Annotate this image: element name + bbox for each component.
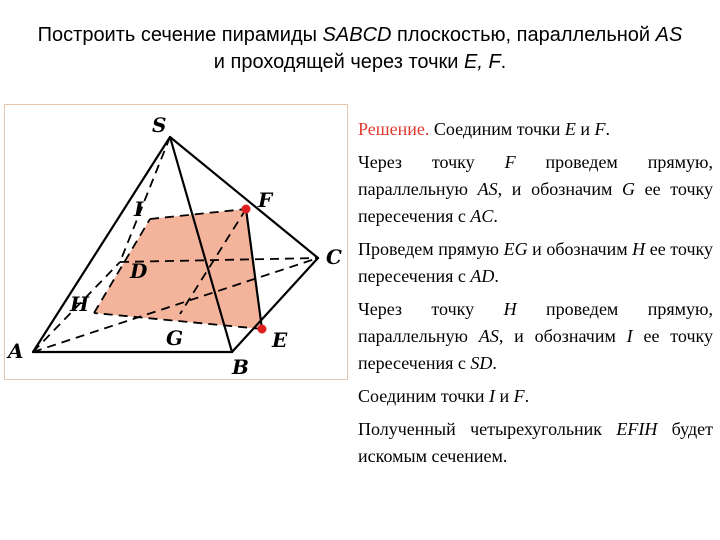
solution-text-run: и xyxy=(495,386,514,406)
label-g: G xyxy=(166,326,184,350)
solution-text-run: и обозначим xyxy=(527,239,633,259)
solution-step-4 xyxy=(358,296,713,377)
solution-point: EFIH xyxy=(616,419,658,439)
solution-point: H xyxy=(632,239,646,259)
pyramid-figure xyxy=(0,0,360,400)
solution-text-run: и xyxy=(575,119,595,139)
solution-text xyxy=(358,116,713,476)
label-s: S xyxy=(152,113,167,137)
solution-point: F xyxy=(504,152,516,172)
point-f xyxy=(242,205,251,214)
solution-point: AS xyxy=(478,326,499,346)
solution-point: SD xyxy=(470,353,493,373)
solution-point: AD xyxy=(470,266,495,286)
title-points: E, F xyxy=(463,51,501,73)
label-d: D xyxy=(130,259,148,283)
solution-point: I xyxy=(489,386,496,406)
solution-point: AS xyxy=(477,179,498,199)
solution-text-run: . xyxy=(492,353,497,373)
title-text: плоскостью, параллельной xyxy=(391,24,656,46)
label-c: C xyxy=(326,245,342,269)
solution-text-run: ее точку пересечения с xyxy=(358,239,713,286)
solution-text-run: проведем прямую, параллельную xyxy=(358,299,713,346)
label-e: E xyxy=(272,328,288,352)
solution-step-1 xyxy=(358,116,713,143)
solution-text-run: Проведем прямую xyxy=(358,239,504,259)
solution-heading: Решение. xyxy=(358,119,430,139)
label-b: B xyxy=(232,355,249,379)
solution-point: F xyxy=(594,119,606,139)
solution-point: AC xyxy=(470,206,494,226)
solution-step-5 xyxy=(358,383,713,410)
solution-text-run: Через точку xyxy=(358,152,505,172)
solution-text-run: . xyxy=(493,206,498,226)
solution-text-run: будет искомым сечением. xyxy=(358,419,713,466)
solution-point: I xyxy=(626,326,633,346)
title-edge-name: AS xyxy=(655,24,683,46)
label-i: I xyxy=(134,197,144,221)
label-h: H xyxy=(70,292,89,316)
point-e xyxy=(258,325,267,334)
solution-point: H xyxy=(503,299,517,319)
solution-text-run: . xyxy=(524,386,530,406)
title-pyramid-name: SABCD xyxy=(322,24,392,46)
solution-step-3 xyxy=(358,236,713,290)
solution-point: F xyxy=(513,386,525,406)
solution-step-6 xyxy=(358,416,713,470)
solution-text-run: ее точку пересечения с xyxy=(358,179,713,226)
solution-text-run: . xyxy=(494,266,499,286)
solution-text-run: Через точку xyxy=(358,299,504,319)
solution-text-run: Соединим точки xyxy=(358,386,490,406)
solution-text-run: . xyxy=(605,119,611,139)
title-text: . xyxy=(500,51,507,73)
solution-point: G xyxy=(622,179,635,199)
solution-text-run: ее точку пересечения с xyxy=(358,326,713,373)
solution-point: E xyxy=(564,119,576,139)
label-a: A xyxy=(8,339,24,363)
solution-point: EG xyxy=(503,239,528,259)
solution-text-run: , и обозначим xyxy=(497,179,622,199)
label-f: F xyxy=(258,188,273,212)
solution-step-2 xyxy=(358,149,713,230)
solution-text-run: проведем прямую, параллельную xyxy=(358,152,713,199)
solution-text-run: , и обозначим xyxy=(498,326,627,346)
solution-text-run: Соединим точки xyxy=(429,119,565,139)
solution-text-run: Полученный четырехугольник xyxy=(358,419,617,439)
title-text: и проходящей через точки xyxy=(213,51,464,73)
title-text: Построить сечение пирамиды xyxy=(37,24,323,46)
